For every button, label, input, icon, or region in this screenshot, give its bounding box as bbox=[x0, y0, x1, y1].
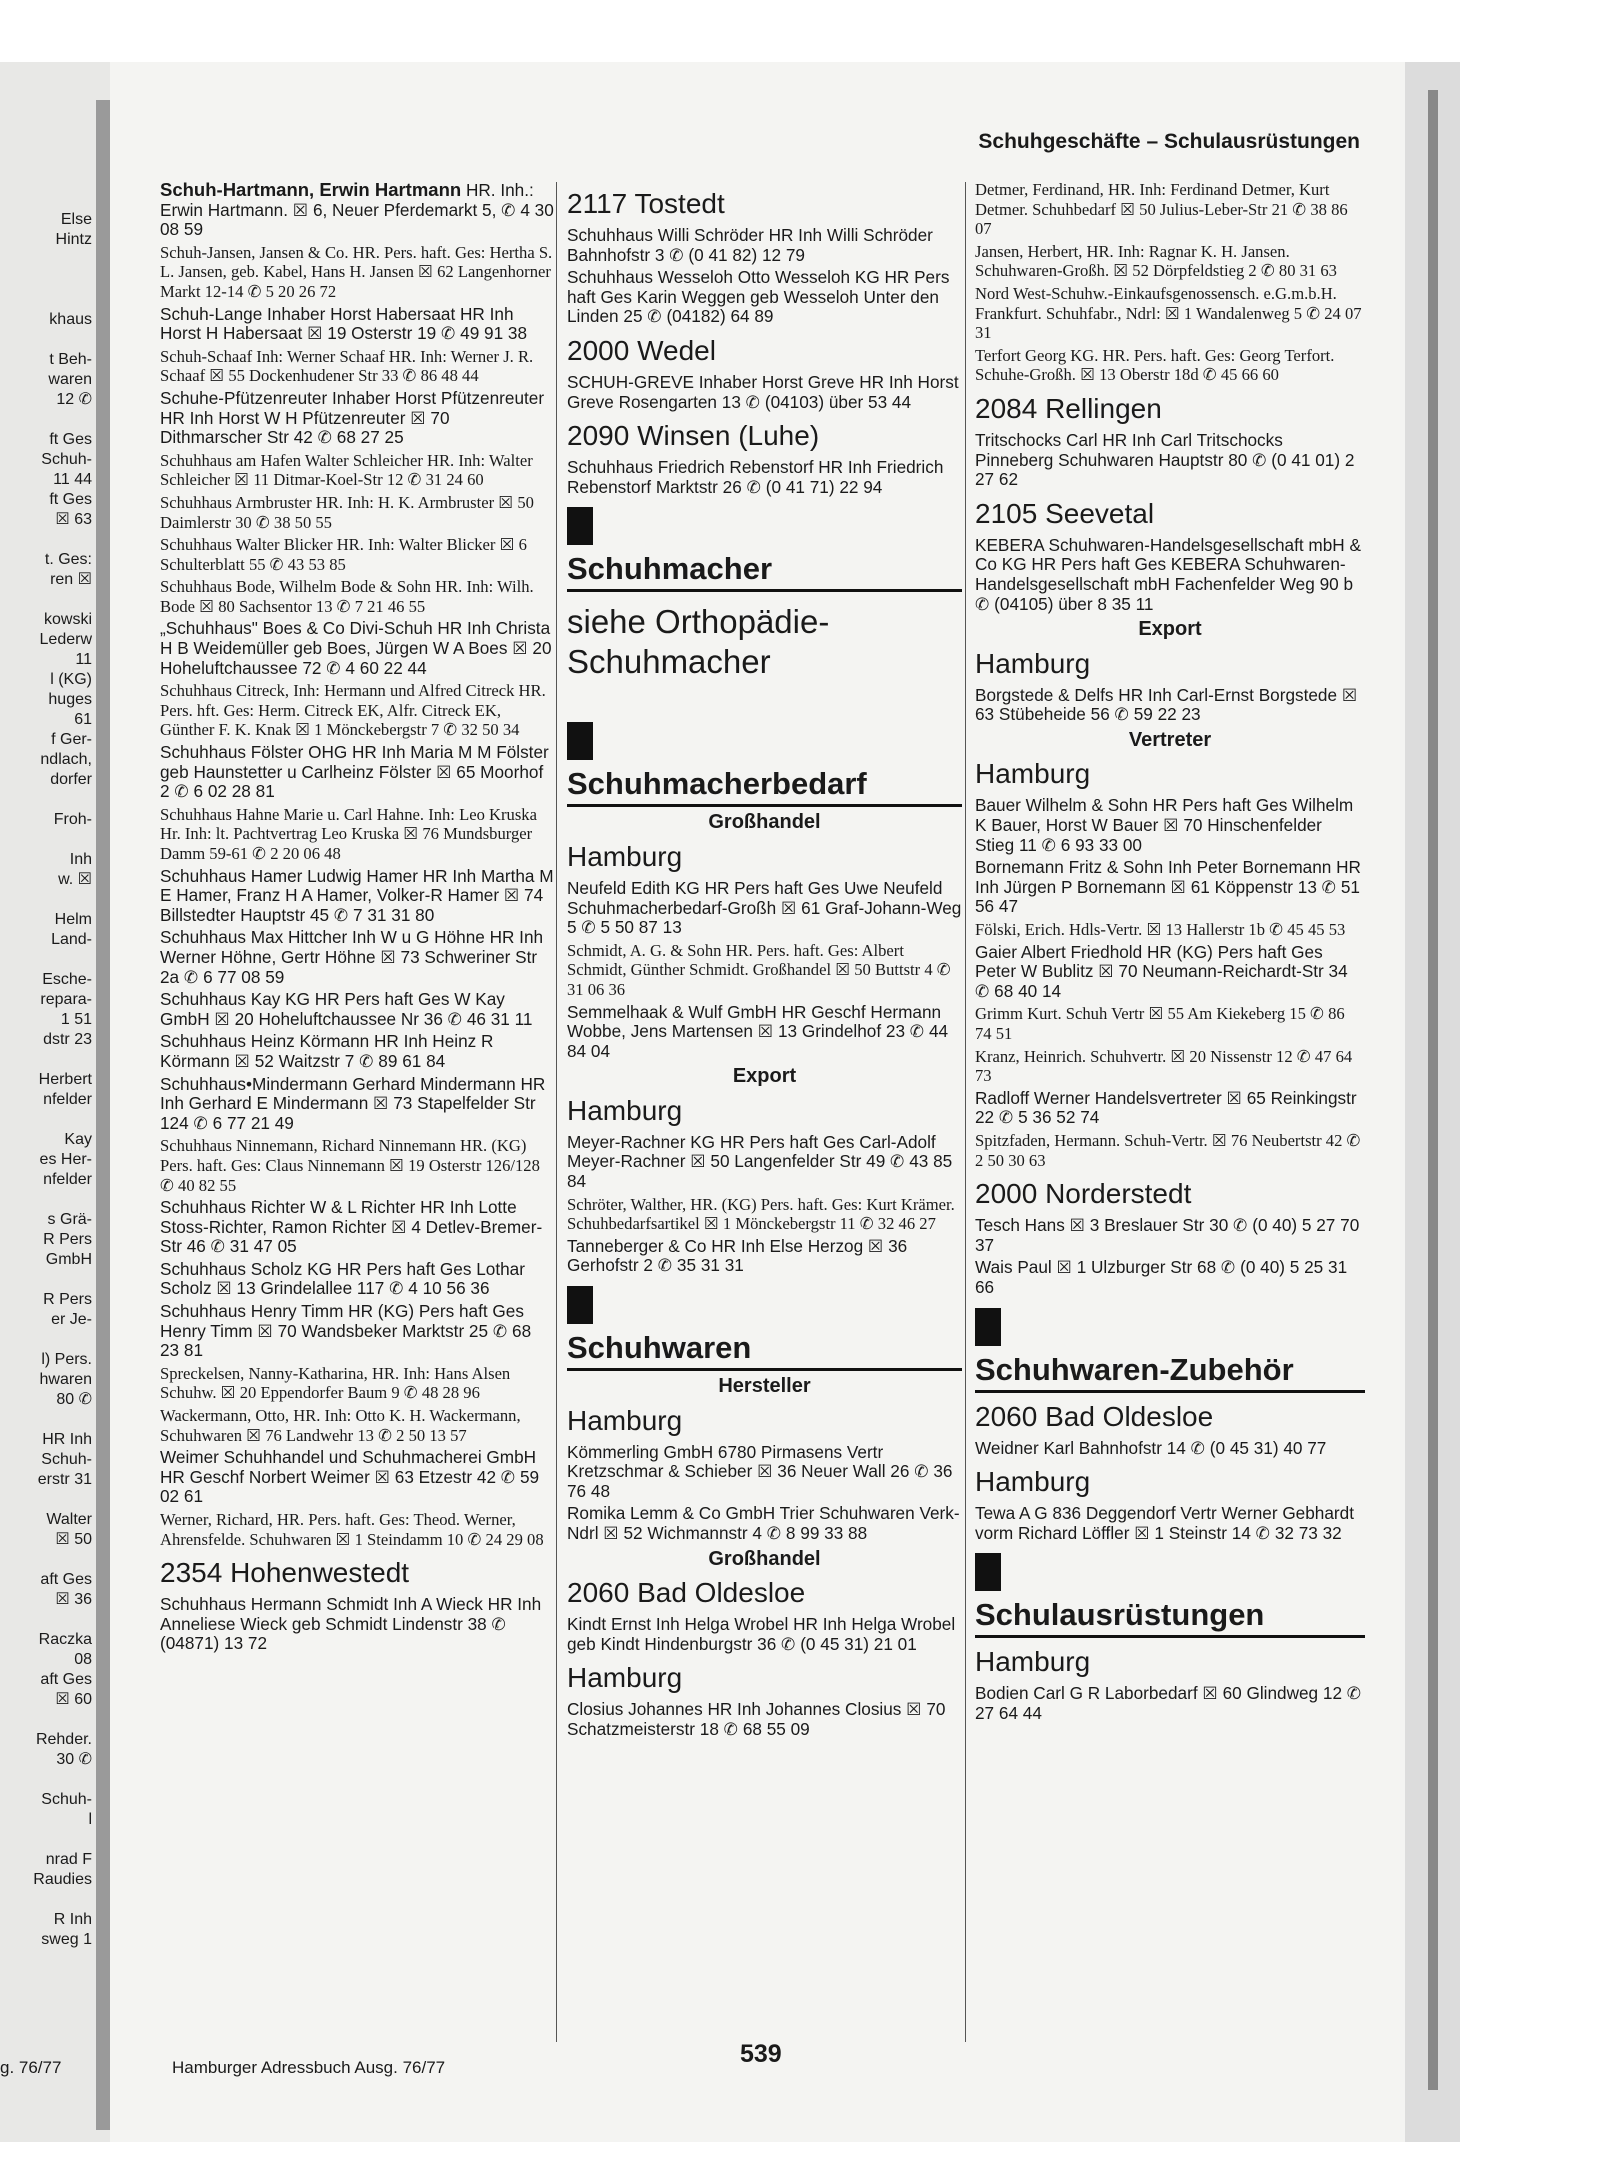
directory-entry: Schuhhaus Hamer Ludwig Hamer HR Inh Martha M E Hamer, Franz H A Hamer, Volker-R Hamer ☒ 74 Billstedter Hauptstr 45 ✆ 7 31 31 80 bbox=[160, 865, 554, 925]
section-marker bbox=[975, 1553, 1001, 1591]
directory-entry: Schuh-Jansen, Jansen & Co. HR. Pers. haft. Ges: Hertha S. L. Jansen, geb. Kabel, Hans H. Jansen ☒ 62 Langenhorner Markt 12-14 ✆ 5 20 26 72 bbox=[160, 242, 553, 301]
directory-entry: Grimm Kurt. Schuh Vertr ☒ 55 Am Kiekeberg 15 ✆ 86 74 51 bbox=[975, 1004, 1345, 1043]
left-page-fragment: 12 ✆ bbox=[56, 391, 92, 408]
directory-entry: Schuhhaus Fölster OHG HR Inh Maria M M Fölster geb Haunstetter u Carlheinz Fölster ☒ 65 Moorhof 2 ✆ 6 02 28 81 bbox=[160, 742, 549, 802]
directory-entry: Detmer, Ferdinand, HR. Inh: Ferdinand Detmer, Kurt Detmer. Schuhbedarf ☒ 50 Julius-Leber-Str 21 ✆ 38 86 07 bbox=[975, 180, 1348, 239]
section-marker bbox=[567, 722, 593, 760]
left-page-fragment: nfelder bbox=[43, 1171, 92, 1188]
left-page-fragment bbox=[0, 1770, 92, 1790]
city-heading: 2117 Tostedt bbox=[567, 188, 725, 219]
left-page-fragment: Else bbox=[60, 211, 92, 228]
directory-entry: Bornemann Fritz & Sohn Inh Peter Bornemann HR Inh Jürgen P Bornemann ☒ 61 Köppenstr 13 ✆ 51 56 47 bbox=[975, 857, 1361, 917]
directory-entry: Borgstede & Delfs HR Inh Carl-Ernst Borgstede ☒ 63 Stübeheide 56 ✆ 59 22 23 bbox=[975, 684, 1358, 725]
directory-entry: „Schuhhaus" Boes & Co Divi-Schuh HR Inh Christa H B Weidemüller geb Boes, Jürgen W A Boes ☒ 20 Hoheluftchaussee 72 ✆ 4 60 22 44 bbox=[160, 618, 552, 678]
running-head: Schuhgeschäfte – Schulausrüstungen bbox=[978, 130, 1360, 153]
directory-entry: Schuhhaus Ninnemann, Richard Ninnemann HR. (KG) Pers. haft. Ges: Claus Ninnemann ☒ 19 Osterstr 126/128 ✆ 40 82 55 bbox=[160, 1136, 540, 1195]
directory-entry: Schuhhaus Hahne Marie u. Carl Hahne. Inh: Leo Kruska Hr. Inh: lt. Pachtvertrag Leo Kruska ☒ 76 Mundsburger Damm 59-61 ✆ 2 20 06 48 bbox=[160, 804, 537, 863]
left-page-fragment: Walter bbox=[46, 1511, 92, 1528]
directory-entry: Schuhhaus Armbruster HR. Inh: H. K. Armbruster ☒ 50 Daimlerstr 30 ✆ 38 50 55 bbox=[160, 492, 534, 532]
left-page-fragment: ☒ 36 bbox=[55, 1591, 92, 1608]
subcategory-heading: Export bbox=[1138, 618, 1202, 641]
left-page-fragment: Raudies bbox=[33, 1871, 92, 1888]
city-heading: Hamburg bbox=[567, 1094, 683, 1126]
left-page-fragment: aft Ges bbox=[40, 1571, 92, 1588]
city-heading: Hamburg bbox=[567, 1404, 683, 1436]
directory-entry: Tesch Hans ☒ 3 Breslauer Str 30 ✆ (0 40) 5 27 70 37 bbox=[975, 1215, 1360, 1255]
left-page-fragment: Lederw bbox=[39, 631, 92, 648]
left-page-fragment: f Ger- bbox=[51, 731, 92, 748]
directory-entry: Jansen, Herbert, HR. Inh: Ragnar K. H. Jansen. Schuhwaren-Großh. ☒ 52 Dörpfeldstieg 2 ✆ 80 31 63 bbox=[975, 241, 1337, 281]
city-heading: Hamburg bbox=[975, 1646, 1091, 1678]
left-page-fragment bbox=[0, 1190, 92, 1210]
page-edge-shadow bbox=[1428, 90, 1438, 2090]
column-1 bbox=[160, 180, 555, 1657]
city-heading: 2060 Bad Oldesloe bbox=[567, 1577, 806, 1609]
directory-entry: Schuhhaus am Hafen Walter Schleicher HR. Inh: Walter Schleicher ☒ 11 Ditmar-Koel-Str 12 ✆ 31 24 60 bbox=[160, 450, 533, 490]
city-heading: Hamburg bbox=[975, 647, 1091, 679]
left-page-fragment bbox=[0, 950, 92, 970]
left-page-fragment bbox=[0, 330, 92, 350]
left-page-fragment: dstr 23 bbox=[43, 1031, 92, 1048]
directory-entry: Bodien Carl G R Laborbedarf ☒ 60 Glindweg 12 ✆ 27 64 44 bbox=[975, 1683, 1362, 1723]
left-page-fragment bbox=[0, 1410, 92, 1430]
left-page-fragment: HR Inh bbox=[42, 1431, 92, 1448]
left-page-fragment: Schuh- bbox=[41, 1451, 92, 1468]
left-page-fragment: 08 bbox=[74, 1651, 92, 1668]
left-page-fragment: R Pers bbox=[43, 1231, 92, 1248]
left-page-fragment: ndlach, bbox=[40, 751, 92, 768]
directory-entry: Wackermann, Otto, HR. Inh: Otto K. H. Wackermann, Schuhwaren ☒ 76 Landwehr 13 ✆ 2 50 13 57 bbox=[160, 1406, 521, 1445]
directory-entry: Gaier Albert Friedhold HR (KG) Pers haft Ges Peter W Bublitz ☒ 70 Neumann-Reichardt-Str 34 ✆ 68 40 14 bbox=[975, 941, 1348, 1001]
directory-entry: Weimer Schuhhandel und Schuhmacherei GmbH HR Geschf Norbert Weimer ☒ 63 Etzestr 42 ✆ 59 02 61 bbox=[160, 1447, 540, 1507]
left-page-fragment: Raczka bbox=[38, 1631, 92, 1648]
city-heading: 2090 Winsen (Luhe) bbox=[567, 420, 820, 452]
left-page-fragment: nfelder bbox=[43, 1091, 92, 1108]
left-page-fragment: 1 51 bbox=[60, 1011, 92, 1028]
page-number: 539 bbox=[740, 2040, 782, 2068]
left-page-text-fragments bbox=[0, 210, 92, 1950]
left-page-fragment: Froh- bbox=[53, 811, 92, 828]
directory-entry: Fölski, Erich. Hdls-Vertr. ☒ 13 Hallerstr 1b ✆ 45 45 53 bbox=[975, 920, 1346, 940]
directory-entry: Radloff Werner Handelsvertreter ☒ 65 Reinkingstr 22 ✆ 5 36 52 74 bbox=[975, 1087, 1357, 1128]
directory-entry: Schuhhaus Wesseloh Otto Wesseloh KG HR Pers haft Ges Karin Weggen geb Wesseloh Unter den Linden 25 ✆ (04182) 64 89 bbox=[567, 267, 950, 327]
section-marker bbox=[975, 1308, 1001, 1346]
left-page-fragment: aft Ges bbox=[40, 1671, 92, 1688]
left-page-fragment: ☒ 63 bbox=[55, 511, 92, 528]
left-page-footer: g. 76/77 bbox=[0, 2058, 62, 2077]
city-heading: 2084 Rellingen bbox=[975, 392, 1162, 424]
category-heading: Schuhmacher bbox=[567, 551, 962, 592]
city-heading: 2060 Bad Oldesloe bbox=[975, 1400, 1214, 1432]
left-page-fragment bbox=[0, 290, 92, 310]
subcategory-heading: Vertreter bbox=[1128, 728, 1212, 751]
subcategory-heading: Großhandel bbox=[708, 1547, 821, 1570]
left-page-fragment: 61 bbox=[74, 711, 92, 728]
directory-entry: Closius Johannes HR Inh Johannes Closius ☒ 70 Schatzmeisterstr 18 ✆ 68 55 09 bbox=[567, 1699, 946, 1739]
left-page-fragment: hwaren bbox=[39, 1371, 92, 1388]
left-page-fragment bbox=[0, 830, 92, 850]
city-heading: 2000 Norderstedt bbox=[975, 1178, 1192, 1210]
left-page-fragment bbox=[0, 590, 92, 610]
left-page-fragment: t Beh- bbox=[49, 351, 92, 368]
left-page-fragment: waren bbox=[48, 371, 92, 388]
column-rule bbox=[556, 182, 557, 2042]
left-page-fragment: Schuh- bbox=[41, 1791, 92, 1808]
directory-entry: Schuhhaus Bode, Wilhelm Bode & Sohn HR. Inh: Wilh. Bode ☒ 80 Sachsentor 13 ✆ 7 21 46 55 bbox=[160, 577, 534, 616]
left-page-fragment bbox=[0, 1050, 92, 1070]
left-page-fragment: Land- bbox=[51, 931, 92, 948]
left-page-fragment: dorfer bbox=[50, 771, 92, 788]
left-page-fragment: Inh bbox=[69, 851, 92, 868]
directory-entry: Romika Lemm & Co GmbH Trier Schuhwaren Verk-Ndrl ☒ 52 Wichmannstr 4 ✆ 8 99 33 88 bbox=[567, 1503, 960, 1543]
directory-entry: Weidner Karl Bahnhofstr 14 ✆ (0 45 31) 40 77 bbox=[975, 1437, 1327, 1458]
section-marker bbox=[567, 1286, 593, 1324]
directory-entry: KEBERA Schuhwaren-Handelsgesellschaft mbH & Co KG HR Pers haft Ges KEBERA Schuhwaren-Handelsgesellschaft mbH Fachenfelder Weg 90 b ✆ (04105) über 8 35 11 bbox=[975, 534, 1361, 614]
left-page-fragment bbox=[0, 1330, 92, 1350]
left-page-fragment: ☒ 50 bbox=[55, 1531, 92, 1548]
left-page-fragment: ft Ges bbox=[49, 431, 92, 448]
directory-entry: Terfort Georg KG. HR. Pers. haft. Ges: Georg Terfort. Schuhe-Großh. ☒ 13 Oberstr 18d ✆ 45 66 60 bbox=[975, 345, 1335, 385]
left-page-fragment: R Inh bbox=[53, 1911, 92, 1928]
city-heading: Hamburg bbox=[975, 758, 1091, 790]
category-heading: Schuhwaren bbox=[567, 1330, 962, 1371]
directory-entry: Schuhhaus Richter W & L Richter HR Inh Lotte Stoss-Richter, Ramon Richter ☒ 4 Detlev-Bremer-Str 46 ✆ 31 47 05 bbox=[160, 1197, 543, 1257]
left-page-fragment: t. Ges: bbox=[44, 551, 92, 568]
left-page-fragment: l (KG) bbox=[50, 671, 92, 688]
left-page-fragment: Hintz bbox=[55, 231, 92, 248]
left-page-fragment: l bbox=[88, 1811, 92, 1828]
left-page-fragment: Schuh- bbox=[41, 451, 92, 468]
directory-entry: Schuhe-Pfützenreuter Inhaber Horst Pfützenreuter HR Inh Horst W H Pfützenreuter ☒ 70 Dithmarscher Str 42 ✆ 68 27 25 bbox=[160, 387, 545, 448]
directory-entry: Schröter, Walther, HR. (KG) Pers. haft. Ges: Kurt Krämer. Schuhbedarfsartikel ☒ 1 Mönckebergstr 11 ✆ 32 46 27 bbox=[567, 1194, 955, 1234]
left-page-fragment: ren ☒ bbox=[50, 571, 92, 588]
left-page-fragment: sweg 1 bbox=[41, 1931, 92, 1948]
left-page-fragment bbox=[0, 1110, 92, 1130]
subcategory-heading: Hersteller bbox=[718, 1375, 811, 1398]
left-page-fragment: Kay bbox=[64, 1131, 92, 1148]
city-heading: Hamburg bbox=[975, 1466, 1091, 1498]
directory-entry: Bauer Wilhelm & Sohn HR Pers haft Ges Wilhelm K Bauer, Horst W Bauer ☒ 70 Hinschenfelder Stieg 11 ✆ 6 93 33 00 bbox=[975, 795, 1354, 855]
column-rule bbox=[965, 182, 966, 2042]
directory-entry: Tewa A G 836 Deggendorf Vertr Werner Gebhardt vorm Richard Löffler ☒ 1 Steinstr 14 ✆ 32 73 32 bbox=[975, 1503, 1354, 1543]
left-page-fragment bbox=[0, 270, 92, 290]
city-heading: Hamburg bbox=[567, 840, 683, 872]
directory-entry: Neufeld Edith KG HR Pers haft Ges Uwe Neufeld Schuhmacherbedarf-Großh ☒ 61 Graf-Johann-Weg 5 ✆ 5 50 87 13 bbox=[567, 877, 962, 938]
left-page-fragment: l) Pers. bbox=[41, 1351, 92, 1368]
directory-entry: Schuhhaus Henry Timm HR (KG) Pers haft Ges Henry Timm ☒ 70 Wandsbeker Marktstr 25 ✆ 68 23 81 bbox=[160, 1301, 532, 1361]
left-page-fragment bbox=[0, 890, 92, 910]
directory-entry: Schuhhaus Willi Schröder HR Inh Willi Schröder Bahnhofstr 3 ✆ (0 41 82) 12 79 bbox=[567, 225, 933, 265]
footer-publication: Hamburger Adressbuch Ausg. 76/77 bbox=[172, 2058, 446, 2077]
left-page-fragment: GmbH bbox=[45, 1251, 92, 1268]
category-heading: Schulausrüstungen bbox=[975, 1597, 1365, 1638]
left-page-fragment: nrad F bbox=[45, 1851, 92, 1868]
left-page-fragment bbox=[0, 1710, 92, 1730]
left-page-fragment: 30 ✆ bbox=[56, 1751, 92, 1768]
directory-entry: Schuhhaus Hermann Schmidt Inh A Wieck HR Inh Anneliese Wieck geb Schmidt Lindenstr 38 ✆ (04871) 13 72 bbox=[160, 1594, 542, 1654]
left-page-fragment bbox=[0, 410, 92, 430]
left-page-fragment: Esche- bbox=[42, 971, 92, 988]
directory-entry: Spreckelsen, Nanny-Katharina, HR. Inh: Hans Alsen Schuhw. ☒ 20 Eppendorfer Baum 9 ✆ 48 28 96 bbox=[160, 1363, 511, 1403]
left-page-fragment bbox=[0, 1270, 92, 1290]
directory-entry: Schuhhaus Heinz Körmann HR Inh Heinz R Körmann ☒ 52 Waitzstr 7 ✆ 89 61 84 bbox=[160, 1031, 494, 1071]
left-page-fragment: ☒ 60 bbox=[55, 1691, 92, 1708]
left-page-fragment: 80 ✆ bbox=[56, 1391, 92, 1408]
subcategory-heading: Großhandel bbox=[708, 811, 821, 834]
directory-entry: Meyer-Rachner KG HR Pers haft Ges Carl-Adolf Meyer-Rachner ☒ 50 Langenfelder Str 49 ✆ 43 85 84 bbox=[567, 1131, 953, 1192]
directory-entry: Schuh-Lange Inhaber Horst Habersaat HR Inh Horst H Habersaat ☒ 19 Osterstr 19 ✆ 49 91 38 bbox=[160, 303, 528, 344]
directory-entry: Spitzfaden, Hermann. Schuh-Vertr. ☒ 76 Neubertstr 42 ✆ 2 50 30 63 bbox=[975, 1130, 1361, 1170]
left-page-fragment bbox=[0, 1830, 92, 1850]
directory-entry: Schuhhaus Scholz KG HR Pers haft Ges Lothar Scholz ☒ 13 Grindelallee 117 ✆ 4 10 56 36 bbox=[160, 1258, 525, 1299]
left-page-fragment: kowski bbox=[43, 611, 92, 628]
left-page-fragment bbox=[0, 1490, 92, 1510]
left-page-fragment: erstr 31 bbox=[37, 1471, 92, 1488]
directory-entry: Kömmerling GmbH 6780 Pirmasens Vertr Kretzschmar & Schieber ☒ 36 Neuer Wall 26 ✆ 36 76 48 bbox=[567, 1441, 953, 1501]
column-2 bbox=[567, 180, 962, 1743]
left-page-fragment: khaus bbox=[49, 311, 92, 328]
left-page-fragment bbox=[0, 1890, 92, 1910]
left-page-fragment: es Her- bbox=[39, 1151, 92, 1168]
directory-entry: Schuhhaus Kay KG HR Pers haft Ges W Kay GmbH ☒ 20 Hoheluftchaussee Nr 36 ✆ 46 31 11 bbox=[160, 989, 533, 1029]
left-page-fragment bbox=[0, 530, 92, 550]
city-heading: 2105 Seevetal bbox=[975, 497, 1155, 529]
left-page-fragment bbox=[0, 790, 92, 810]
directory-entry: Wais Paul ☒ 1 Ulzburger Str 68 ✆ (0 40) 5 25 31 66 bbox=[975, 1257, 1348, 1297]
city-heading: 2354 Hohenwestedt bbox=[160, 1557, 410, 1589]
directory-entry: Tanneberger & Co HR Inh Else Herzog ☒ 36 Gerhofstr 2 ✆ 35 31 31 bbox=[567, 1235, 908, 1276]
left-page-fragment: repara- bbox=[40, 991, 92, 1008]
directory-entry: Schuhhaus•Mindermann Gerhard Mindermann HR Inh Gerhard E Mindermann ☒ 73 Stapelfelder Str 124 ✆ 6 77 21 49 bbox=[160, 1073, 546, 1133]
cross-reference: siehe Orthopädie-Schuhmacher bbox=[567, 603, 830, 681]
left-page-fragment: Rehder. bbox=[35, 1731, 92, 1748]
directory-entry: Schmidt, A. G. & Sohn HR. Pers. haft. Ges: Albert Schmidt, Günther Schmidt. Großhandel ☒ 50 Buttstr 4 ✆ 31 06 36 bbox=[567, 940, 951, 999]
left-page-fragment bbox=[0, 1610, 92, 1630]
directory-entry: SCHUH-GREVE Inhaber Horst Greve HR Inh Horst Greve Rosengarten 13 ✆ (04103) über 53 44 bbox=[567, 371, 959, 412]
left-page-fragment: 11 44 bbox=[53, 471, 92, 488]
left-page-fragment: R Pers bbox=[43, 1291, 92, 1308]
left-page-fragment: s Grä- bbox=[47, 1211, 92, 1228]
directory-entry: Schuhhaus Walter Blicker HR. Inh: Walter Blicker ☒ 6 Schulterblatt 55 ✆ 43 53 85 bbox=[160, 535, 527, 574]
directory-entry: Tritschocks Carl HR Inh Carl Tritschocks Pinneberg Schuhwaren Hauptstr 80 ✆ (0 41 01) 2 27 62 bbox=[975, 429, 1355, 490]
directory-entry: Semmelhaak & Wulf GmbH HR Geschf Hermann Wobbe, Jens Martensen ☒ 13 Grindelhof 23 ✆ 44 84 04 bbox=[567, 1001, 949, 1061]
left-page-fragment bbox=[0, 1550, 92, 1570]
left-page-fragment: huges bbox=[48, 691, 92, 708]
left-page-fragment: Helm bbox=[54, 911, 92, 928]
directory-entry: Schuhhaus Friedrich Rebenstorf HR Inh Friedrich Rebenstorf Marktstr 26 ✆ (0 41 71) 22 94 bbox=[567, 457, 944, 497]
category-heading: Schuhmacherbedarf bbox=[567, 766, 962, 807]
directory-entry: Nord West-Schuhw.-Einkaufsgenossensch. e.G.m.b.H. Frankfurt. Schuhfabr., Ndrl: ☒ 1 Wandalenweg 5 ✆ 24 07 31 bbox=[975, 283, 1362, 343]
column-3 bbox=[975, 180, 1365, 1727]
left-page-fragment: er Je- bbox=[51, 1311, 92, 1328]
left-page-fragment: ft Ges bbox=[49, 491, 92, 508]
directory-entry: Schuhhaus Max Hittcher Inh W u G Höhne HR Inh Werner Höhne, Gertr Höhne ☒ 73 Schweriner Str 2a ✆ 6 77 08 59 bbox=[160, 927, 544, 987]
book-gutter bbox=[96, 100, 110, 2130]
directory-entry: Schuh-Schaaf Inh: Werner Schaaf HR. Inh: Werner J. R. Schaaf ☒ 55 Dockenhudener Str 33 ✆ 86 48 44 bbox=[160, 346, 534, 386]
city-heading: 2000 Wedel bbox=[567, 334, 716, 366]
left-page-fragment: 11 bbox=[75, 651, 92, 668]
city-heading: Hamburg bbox=[567, 1662, 683, 1694]
left-page-fragment: w. ☒ bbox=[58, 871, 92, 888]
directory-entry: Kranz, Heinrich. Schuhvertr. ☒ 20 Nissenstr 12 ✆ 47 64 73 bbox=[975, 1046, 1353, 1086]
directory-entry: Schuh-Hartmann, Erwin Hartmann HR. Inh.: Erwin Hartmann. ☒ 6, Neuer Pferdemarkt 5, ✆ 4 30 08 59 bbox=[160, 179, 554, 240]
left-page-fragment: Herbert bbox=[38, 1071, 92, 1088]
section-marker bbox=[567, 507, 593, 545]
category-heading: Schuhwaren-Zubehör bbox=[975, 1352, 1365, 1393]
subcategory-heading: Export bbox=[732, 1065, 797, 1088]
left-page-fragment bbox=[0, 250, 92, 270]
directory-entry: Werner, Richard, HR. Pers. haft. Ges: Theod. Werner, Ahrensfelde. Schuhwaren ☒ 1 Steindamm 10 ✆ 24 29 08 bbox=[160, 1510, 544, 1549]
directory-entry: Kindt Ernst Inh Helga Wrobel HR Inh Helga Wrobel geb Kindt Hindenburgstr 36 ✆ (0 45 31) 21 01 bbox=[567, 1614, 956, 1654]
directory-entry: Schuhhaus Citreck, Inh: Hermann und Alfred Citreck HR. Pers. hft. Ges: Herm. Citreck EK, Alfr. Citreck EK, Günther F. K. Knak ☒ 1 Mönckebergstr 7 ✆ 32 50 34 bbox=[160, 681, 546, 740]
